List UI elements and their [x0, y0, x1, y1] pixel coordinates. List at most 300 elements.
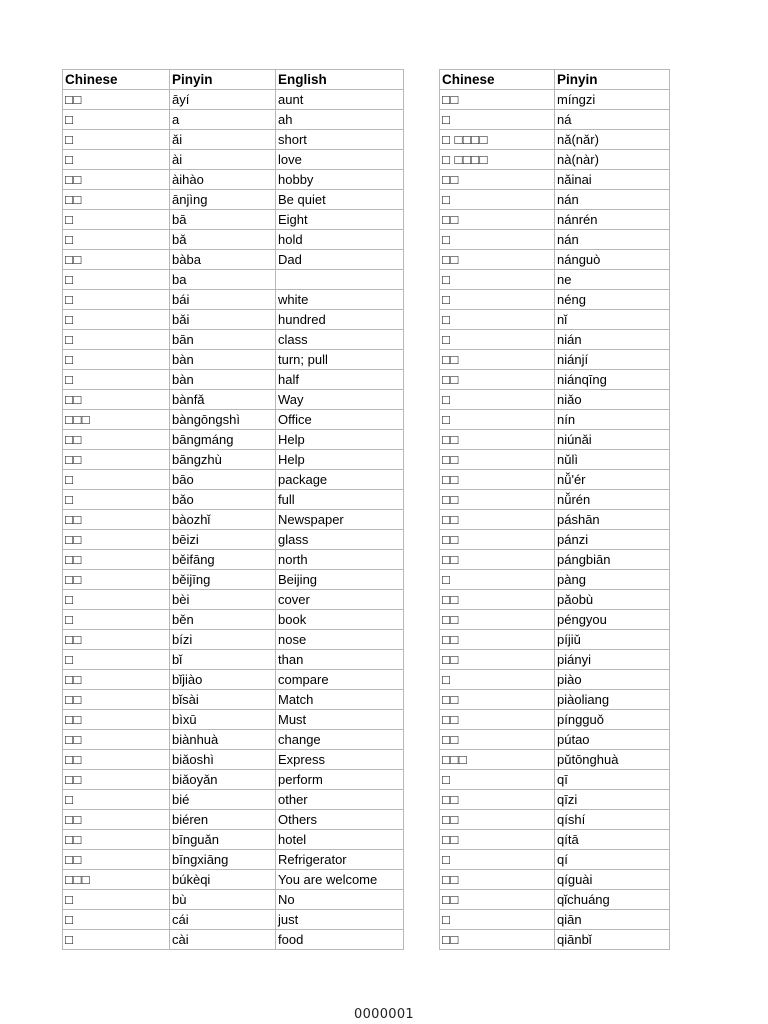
- table-row: [63, 290, 404, 310]
- english-cell: food: [276, 930, 404, 950]
- table-row: [440, 670, 670, 690]
- chinese-cell: □: [63, 110, 170, 130]
- chinese-cell: □□: [440, 710, 555, 730]
- english-cell: glass: [276, 530, 404, 550]
- pinyin-cell: qítā: [555, 830, 670, 850]
- chinese-cell: □□: [440, 450, 555, 470]
- chinese-cell: □□: [440, 530, 555, 550]
- pinyin-cell: ne: [555, 270, 670, 290]
- table-row: [440, 690, 670, 710]
- chinese-cell: □: [440, 310, 555, 330]
- pinyin-cell: bāo: [170, 470, 276, 490]
- chinese-cell: □□: [440, 470, 555, 490]
- chinese-cell: □: [440, 670, 555, 690]
- chinese-cell: □: [63, 490, 170, 510]
- table-row: [440, 410, 670, 430]
- chinese-cell: □: [63, 290, 170, 310]
- pinyin-cell: bǐ: [170, 650, 276, 670]
- chinese-cell: □: [63, 270, 170, 290]
- pinyin-cell: nánrén: [555, 210, 670, 230]
- pinyin-cell: bàngōngshì: [170, 410, 276, 430]
- table-row: [63, 150, 404, 170]
- table-row: [63, 190, 404, 210]
- table-row: [63, 510, 404, 530]
- english-cell: other: [276, 790, 404, 810]
- chinese-cell: □□: [63, 690, 170, 710]
- pinyin-cell: nán: [555, 230, 670, 250]
- chinese-cell: □: [440, 190, 555, 210]
- english-cell: north: [276, 550, 404, 570]
- chinese-cell: □: [63, 790, 170, 810]
- table-row: [440, 810, 670, 830]
- english-cell: turn; pull: [276, 350, 404, 370]
- table-row: [63, 890, 404, 910]
- table-row: [440, 610, 670, 630]
- table-row: [440, 530, 670, 550]
- english-cell: hotel: [276, 830, 404, 850]
- pinyin-cell: pǎobù: [555, 590, 670, 610]
- pinyin-cell: bīnguǎn: [170, 830, 276, 850]
- table-row: [440, 330, 670, 350]
- pinyin-cell: a: [170, 110, 276, 130]
- chinese-cell: □□: [440, 90, 555, 110]
- english-cell: hundred: [276, 310, 404, 330]
- pinyin-cell: běn: [170, 610, 276, 630]
- pinyin-cell: bǎ: [170, 230, 276, 250]
- table-row: [63, 850, 404, 870]
- pinyin-cell: běijīng: [170, 570, 276, 590]
- pinyin-cell: néng: [555, 290, 670, 310]
- chinese-cell: □: [63, 910, 170, 930]
- chinese-cell: □: [63, 650, 170, 670]
- chinese-cell: □: [63, 230, 170, 250]
- table-row: [440, 390, 670, 410]
- chinese-cell: □□: [63, 190, 170, 210]
- chinese-cell: □: [440, 570, 555, 590]
- english-cell: Eight: [276, 210, 404, 230]
- pinyin-cell: niúnǎi: [555, 430, 670, 450]
- table-row: [63, 590, 404, 610]
- english-cell: Refrigerator: [276, 850, 404, 870]
- table-row: [440, 790, 670, 810]
- pinyin-cell: bìxū: [170, 710, 276, 730]
- chinese-cell: □□: [63, 90, 170, 110]
- table-row: [440, 290, 670, 310]
- table-row: [63, 730, 404, 750]
- chinese-cell: □: [440, 110, 555, 130]
- pinyin-cell: nǎ(nǎr): [555, 130, 670, 150]
- english-cell: half: [276, 370, 404, 390]
- english-cell: Others: [276, 810, 404, 830]
- chinese-cell: □□: [440, 630, 555, 650]
- pinyin-cell: biéren: [170, 810, 276, 830]
- chinese-cell: □: [63, 330, 170, 350]
- pinyin-cell: pútao: [555, 730, 670, 750]
- table-row: [63, 490, 404, 510]
- chinese-cell: □□: [440, 590, 555, 610]
- chinese-cell: □: [63, 150, 170, 170]
- table-row: [63, 750, 404, 770]
- chinese-cell: □: [63, 890, 170, 910]
- column-header-chinese: Chinese: [440, 70, 555, 90]
- chinese-cell: □: [440, 770, 555, 790]
- chinese-cell: □□: [63, 570, 170, 590]
- table-row: [440, 250, 670, 270]
- pinyin-cell: běifāng: [170, 550, 276, 570]
- chinese-cell: □□: [63, 390, 170, 410]
- pinyin-cell: nǚ'ér: [555, 470, 670, 490]
- table-row: [63, 670, 404, 690]
- english-cell: Way: [276, 390, 404, 410]
- chinese-cell: □ □□□□: [440, 150, 555, 170]
- pinyin-cell: biǎoshì: [170, 750, 276, 770]
- pinyin-cell: cái: [170, 910, 276, 930]
- column-header-pinyin: Pinyin: [170, 70, 276, 90]
- table-row: [440, 710, 670, 730]
- pinyin-cell: bù: [170, 890, 276, 910]
- table-row: [63, 570, 404, 590]
- chinese-cell: □□: [440, 730, 555, 750]
- table-row: [63, 250, 404, 270]
- pinyin-cell: péngyou: [555, 610, 670, 630]
- table-row: [440, 770, 670, 790]
- table-row: [63, 770, 404, 790]
- table-row: [440, 210, 670, 230]
- chinese-cell: □□□: [63, 410, 170, 430]
- pinyin-cell: bāngzhù: [170, 450, 276, 470]
- table-row: [440, 150, 670, 170]
- pinyin-cell: bǐjiào: [170, 670, 276, 690]
- english-cell: Office: [276, 410, 404, 430]
- chinese-cell: □□: [440, 690, 555, 710]
- table-row: [63, 230, 404, 250]
- chinese-cell: □□: [63, 450, 170, 470]
- table-row: [63, 630, 404, 650]
- table-row: [63, 530, 404, 550]
- table-row: [63, 550, 404, 570]
- chinese-cell: □□: [63, 510, 170, 530]
- table-row: [440, 270, 670, 290]
- chinese-cell: □□: [440, 930, 555, 950]
- pinyin-cell: nǐ: [555, 310, 670, 330]
- chinese-cell: □□: [440, 510, 555, 530]
- chinese-cell: □□: [440, 610, 555, 630]
- chinese-cell: □: [440, 910, 555, 930]
- pinyin-cell: pángbiān: [555, 550, 670, 570]
- chinese-cell: □□: [63, 630, 170, 650]
- pinyin-cell: búkèqi: [170, 870, 276, 890]
- chinese-cell: □: [63, 370, 170, 390]
- english-cell: ah: [276, 110, 404, 130]
- pinyin-cell: bēizi: [170, 530, 276, 550]
- page-number: 0000001: [354, 1007, 414, 1022]
- chinese-cell: □□: [440, 890, 555, 910]
- table-row: [440, 190, 670, 210]
- table-row: [63, 130, 404, 150]
- pinyin-cell: piányi: [555, 650, 670, 670]
- vocabulary-table-left-body: [63, 90, 404, 950]
- english-cell: Must: [276, 710, 404, 730]
- chinese-cell: □□□: [440, 750, 555, 770]
- vocabulary-table-right: [439, 69, 670, 950]
- english-cell: nose: [276, 630, 404, 650]
- table-row: [63, 910, 404, 930]
- table-row: [63, 650, 404, 670]
- pinyin-cell: nà(nàr): [555, 150, 670, 170]
- pinyin-cell: piào: [555, 670, 670, 690]
- table-row: [440, 490, 670, 510]
- english-cell: perform: [276, 770, 404, 790]
- table-row: [63, 710, 404, 730]
- english-cell: [276, 270, 404, 290]
- table-row: [440, 650, 670, 670]
- table-row: [440, 510, 670, 530]
- chinese-cell: □: [63, 350, 170, 370]
- table-row: [440, 170, 670, 190]
- pinyin-cell: cài: [170, 930, 276, 950]
- english-cell: hold: [276, 230, 404, 250]
- chinese-cell: □: [440, 290, 555, 310]
- english-cell: Dad: [276, 250, 404, 270]
- chinese-cell: □□: [63, 810, 170, 830]
- column-header-chinese: Chinese: [63, 70, 170, 90]
- english-cell: class: [276, 330, 404, 350]
- chinese-cell: □□: [63, 550, 170, 570]
- english-cell: package: [276, 470, 404, 490]
- chinese-cell: □□: [63, 770, 170, 790]
- pinyin-cell: nín: [555, 410, 670, 430]
- english-cell: Be quiet: [276, 190, 404, 210]
- chinese-cell: □: [440, 410, 555, 430]
- table-row: [63, 610, 404, 630]
- table-row: [63, 90, 404, 110]
- pinyin-cell: qī: [555, 770, 670, 790]
- pinyin-cell: bǎi: [170, 310, 276, 330]
- chinese-cell: □□: [63, 830, 170, 850]
- chinese-cell: □: [63, 930, 170, 950]
- chinese-cell: □□: [63, 710, 170, 730]
- table-row: [63, 430, 404, 450]
- chinese-cell: □□: [63, 750, 170, 770]
- pinyin-cell: ài: [170, 150, 276, 170]
- table-row: [63, 390, 404, 410]
- pinyin-cell: bàn: [170, 350, 276, 370]
- pinyin-cell: bái: [170, 290, 276, 310]
- table-row: [63, 370, 404, 390]
- chinese-cell: □□: [63, 170, 170, 190]
- chinese-cell: □□: [440, 490, 555, 510]
- english-cell: No: [276, 890, 404, 910]
- table-row: [440, 450, 670, 470]
- table-row: [63, 690, 404, 710]
- table-row: [440, 550, 670, 570]
- pinyin-cell: bànfǎ: [170, 390, 276, 410]
- chinese-cell: □□: [440, 790, 555, 810]
- table-row: [63, 350, 404, 370]
- table-row: [440, 930, 670, 950]
- pinyin-cell: ǎi: [170, 130, 276, 150]
- english-cell: You are welcome: [276, 870, 404, 890]
- chinese-cell: □: [63, 210, 170, 230]
- pinyin-cell: bié: [170, 790, 276, 810]
- pinyin-cell: bízi: [170, 630, 276, 650]
- pinyin-cell: pánzi: [555, 530, 670, 550]
- table-row: [440, 230, 670, 250]
- pinyin-cell: bǎo: [170, 490, 276, 510]
- pinyin-cell: bàba: [170, 250, 276, 270]
- english-cell: aunt: [276, 90, 404, 110]
- chinese-cell: □□: [63, 850, 170, 870]
- english-cell: Newspaper: [276, 510, 404, 530]
- pinyin-cell: píngguǒ: [555, 710, 670, 730]
- chinese-cell: □: [63, 590, 170, 610]
- vocabulary-table-left: [62, 69, 404, 950]
- pinyin-cell: qí: [555, 850, 670, 870]
- table-row: [440, 90, 670, 110]
- chinese-cell: □□: [63, 530, 170, 550]
- pinyin-cell: biànhuà: [170, 730, 276, 750]
- pinyin-cell: niǎo: [555, 390, 670, 410]
- chinese-cell: □□: [440, 810, 555, 830]
- table-row: [63, 310, 404, 330]
- chinese-cell: □□: [63, 670, 170, 690]
- english-cell: change: [276, 730, 404, 750]
- pinyin-cell: qíguài: [555, 870, 670, 890]
- chinese-cell: □□: [440, 830, 555, 850]
- chinese-cell: □□: [440, 430, 555, 450]
- pinyin-cell: āyí: [170, 90, 276, 110]
- pinyin-cell: niánjí: [555, 350, 670, 370]
- table-row: [440, 830, 670, 850]
- table-row: [63, 810, 404, 830]
- chinese-cell: □□: [440, 370, 555, 390]
- chinese-cell: □□: [63, 430, 170, 450]
- pinyin-cell: ná: [555, 110, 670, 130]
- chinese-cell: □□: [440, 870, 555, 890]
- table-row: [440, 370, 670, 390]
- table-row: [440, 630, 670, 650]
- table-row: [440, 750, 670, 770]
- english-cell: than: [276, 650, 404, 670]
- chinese-cell: □: [63, 310, 170, 330]
- english-cell: just: [276, 910, 404, 930]
- chinese-cell: □□: [63, 250, 170, 270]
- pinyin-cell: àihào: [170, 170, 276, 190]
- pinyin-cell: qīzi: [555, 790, 670, 810]
- pinyin-cell: nánguò: [555, 250, 670, 270]
- english-cell: Beijing: [276, 570, 404, 590]
- chinese-cell: □: [440, 270, 555, 290]
- table-row: [440, 590, 670, 610]
- table-header-row: [63, 70, 404, 90]
- table-row: [440, 730, 670, 750]
- table-row: [63, 110, 404, 130]
- chinese-cell: □□: [440, 650, 555, 670]
- pinyin-cell: biǎoyǎn: [170, 770, 276, 790]
- english-cell: compare: [276, 670, 404, 690]
- pinyin-cell: bā: [170, 210, 276, 230]
- english-cell: cover: [276, 590, 404, 610]
- table-row: [440, 890, 670, 910]
- table-row: [440, 850, 670, 870]
- chinese-cell: □: [63, 610, 170, 630]
- chinese-cell: □□: [440, 250, 555, 270]
- chinese-cell: □: [440, 330, 555, 350]
- pinyin-cell: píjiǔ: [555, 630, 670, 650]
- english-cell: white: [276, 290, 404, 310]
- table-row: [63, 270, 404, 290]
- pinyin-cell: bān: [170, 330, 276, 350]
- english-cell: Match: [276, 690, 404, 710]
- chinese-cell: □: [63, 130, 170, 150]
- chinese-cell: □: [440, 230, 555, 250]
- table-row: [440, 350, 670, 370]
- table-row: [63, 830, 404, 850]
- table-row: [63, 930, 404, 950]
- english-cell: book: [276, 610, 404, 630]
- pinyin-cell: nǎinai: [555, 170, 670, 190]
- english-cell: full: [276, 490, 404, 510]
- pinyin-cell: pǔtōnghuà: [555, 750, 670, 770]
- table-header-row: [440, 70, 670, 90]
- pinyin-cell: qǐchuáng: [555, 890, 670, 910]
- chinese-cell: □□: [440, 350, 555, 370]
- table-row: [440, 110, 670, 130]
- vocabulary-table-right-body: [440, 90, 670, 950]
- english-cell: Express: [276, 750, 404, 770]
- table-row: [63, 870, 404, 890]
- pinyin-cell: niánqīng: [555, 370, 670, 390]
- english-cell: love: [276, 150, 404, 170]
- pinyin-cell: piàoliang: [555, 690, 670, 710]
- english-cell: Help: [276, 430, 404, 450]
- chinese-cell: □□: [440, 210, 555, 230]
- chinese-cell: □□: [63, 730, 170, 750]
- table-row: [63, 470, 404, 490]
- pinyin-cell: bāngmáng: [170, 430, 276, 450]
- pinyin-cell: nǔlì: [555, 450, 670, 470]
- pinyin-cell: ānjìng: [170, 190, 276, 210]
- table-row: [63, 330, 404, 350]
- chinese-cell: □□: [440, 550, 555, 570]
- english-cell: short: [276, 130, 404, 150]
- chinese-cell: □: [440, 850, 555, 870]
- pinyin-cell: bīngxiāng: [170, 850, 276, 870]
- table-row: [440, 470, 670, 490]
- chinese-cell: □ □□□□: [440, 130, 555, 150]
- table-row: [63, 790, 404, 810]
- column-header-english: English: [276, 70, 404, 90]
- chinese-cell: □□: [440, 170, 555, 190]
- pinyin-cell: bàn: [170, 370, 276, 390]
- table-row: [440, 870, 670, 890]
- chinese-cell: □□□: [63, 870, 170, 890]
- pinyin-cell: bèi: [170, 590, 276, 610]
- pinyin-cell: qíshí: [555, 810, 670, 830]
- pinyin-cell: nǚrén: [555, 490, 670, 510]
- pinyin-cell: qiānbǐ: [555, 930, 670, 950]
- english-cell: Help: [276, 450, 404, 470]
- pinyin-cell: pàng: [555, 570, 670, 590]
- pinyin-cell: nián: [555, 330, 670, 350]
- table-row: [440, 570, 670, 590]
- pinyin-cell: ba: [170, 270, 276, 290]
- pinyin-cell: nán: [555, 190, 670, 210]
- table-row: [63, 410, 404, 430]
- english-cell: hobby: [276, 170, 404, 190]
- chinese-cell: □: [63, 470, 170, 490]
- table-row: [63, 170, 404, 190]
